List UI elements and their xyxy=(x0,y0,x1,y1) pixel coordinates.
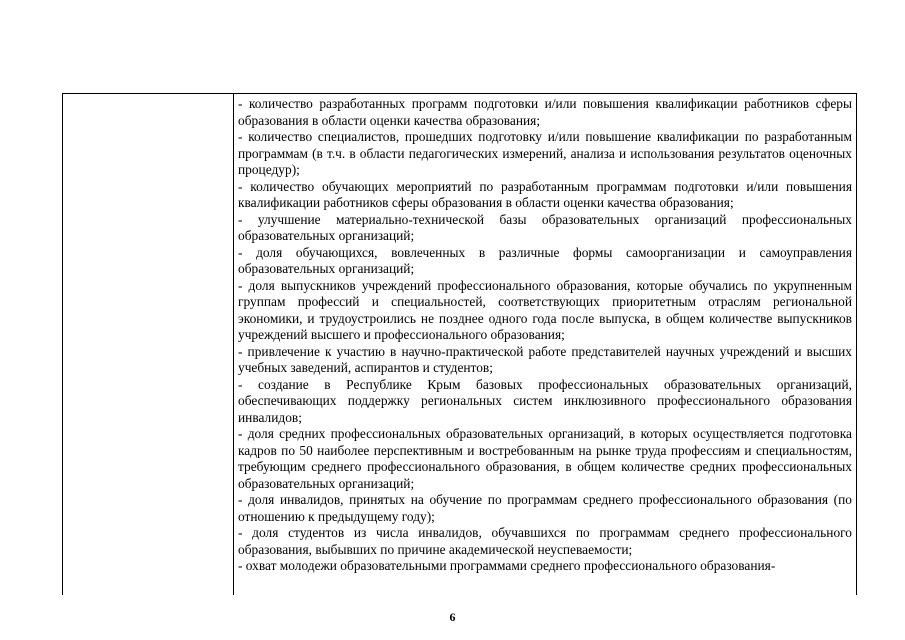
indicator-item: - улучшение материально-технической базы образовательных организаций профессиональных образовательных организаций; xyxy=(238,211,852,243)
indicator-item: - количество обучающих мероприятий по разработанным программам подготовки и/или повышения квалификации работников сферы образования в области оценки качества образования; xyxy=(238,178,852,210)
table-right-cell xyxy=(238,96,852,594)
indicator-item: - привлечение к участию в научно-практической работе представителей научных учреждений и высших учебных заведений, аспирантов и студентов; xyxy=(238,343,852,375)
indicator-item: - количество разработанных программ подготовки и/или повышения квалификации работников сферы образования в области оценки качества образования; xyxy=(238,96,852,128)
indicator-item: - доля студентов из числа инвалидов, обучавшихся по программам среднего профессионального образования, выбывших по причине академической неуспеваемости; xyxy=(238,525,852,557)
page-number: 6 xyxy=(449,610,456,624)
indicator-item: - доля обучающихся, вовлеченных в различные формы самоорганизации и самоуправления образовательных организаций; xyxy=(238,244,852,276)
indicator-item: - охват молодежи образовательными программами среднего профессионального образования- xyxy=(238,558,776,573)
indicator-item: - количество специалистов, прошедших подготовку и/или повышение квалификации по разработанным программам (в т.ч. в области педагогических измерений, анализа и использования результатов оценочных процедур); xyxy=(238,129,852,177)
table-left-cell xyxy=(63,95,233,593)
indicator-item: - доля выпускников учреждений профессионального образования, которые обучались по укрупненным группам профессий и специальностей, соответствующих приоритетным отраслям региональной экономики, и трудоустроились не позднее одного года после выпуска, в общем количестве выпускников учреждений высшего и профессионального образования; xyxy=(238,277,852,342)
indicator-item: - создание в Республике Крым базовых профессиональных образовательных организаций, обеспечивающих поддержку региональных систем инклюзивного профессионального образования инвалидов; xyxy=(238,376,852,425)
column-divider xyxy=(233,93,234,595)
indicator-item: - доля средних профессиональных образовательных организаций, в которых осуществляется подготовка кадров по 50 наиболее перспективным и востребованным на рынке труда профессиям и специальностям, требующим среднего профессионального образования, в общем количестве средних профессиональных образовательных организаций; xyxy=(238,426,852,491)
indicator-item: - доля инвалидов, принятых на обучение по программам среднего профессионального образования (по отношению к предыдущему году); xyxy=(238,492,852,524)
